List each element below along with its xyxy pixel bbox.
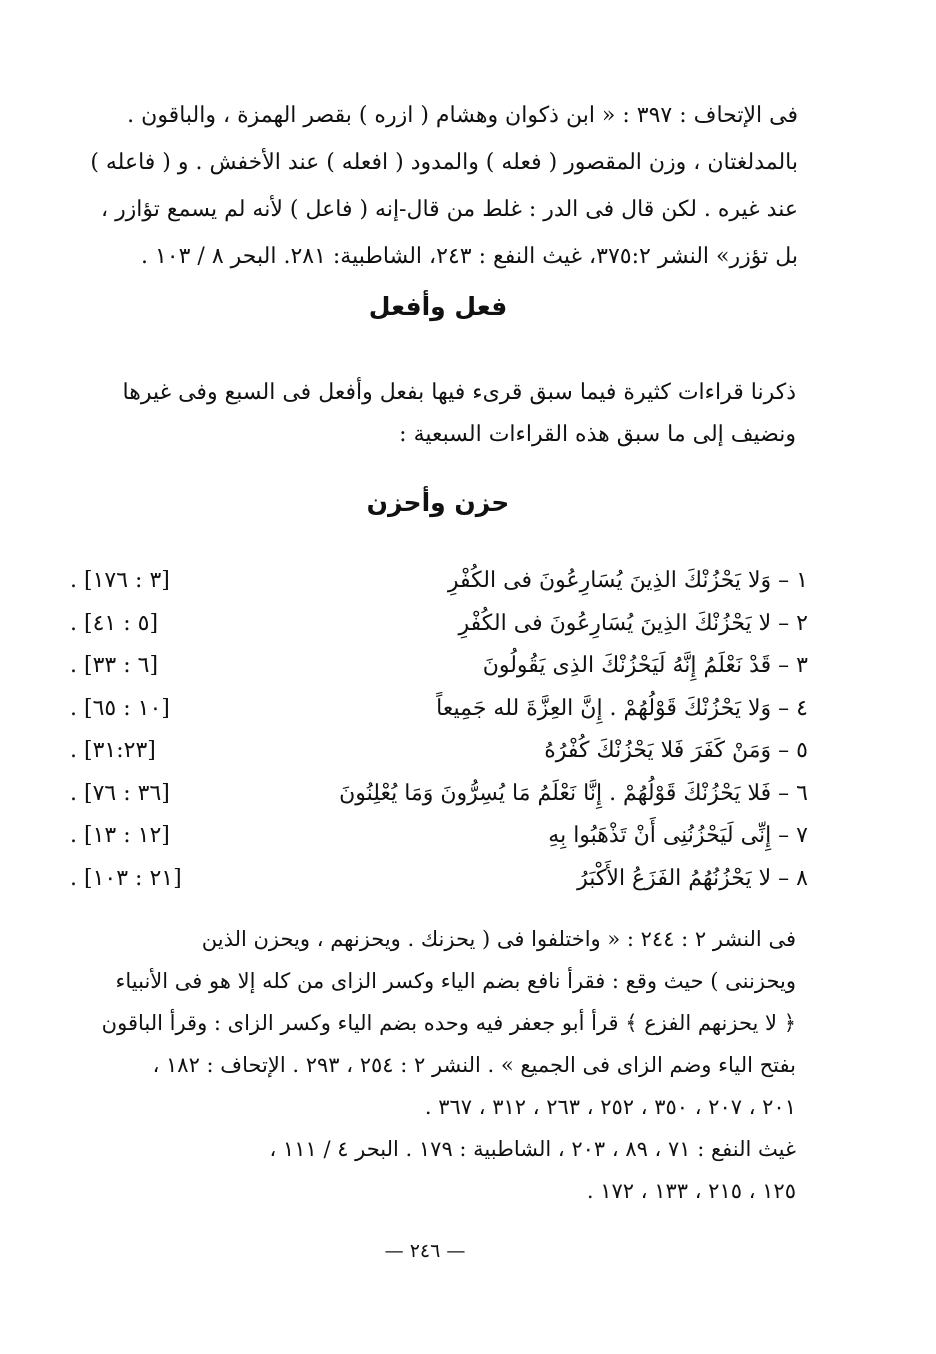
notes-footnote xyxy=(72,918,796,1212)
verse-reference: [٢١ : ١٠٣] . xyxy=(70,865,182,891)
text-line: بل تؤزر» النشر ٣٧٥:٢، غيث النفع : ٢٤٣، الشاطبية: ٢٨١. البحر ٨ / ١٠٣ . xyxy=(140,244,798,269)
verse-text: ٨ – لا يَحْزُنُهُمُ الفَزَعُ الأَكْبَرُ xyxy=(577,865,808,891)
verse-text: ٣ – قَدْ نَعْلَمُ إِنَّهُ لَيَحْزُنْكَ الذِى يَقُولُونَ xyxy=(482,653,808,678)
verse-row xyxy=(70,817,808,860)
verse-row xyxy=(70,690,808,733)
text-line: فى النشر ٢ : ٢٤٤ : « واختلفوا فى ( يحزنك . ويحزنهم ، ويحزن الذين xyxy=(201,927,796,951)
text-line: ٢٠١ ، ٢٠٧ ، ٣٥٠ ، ٢٥٢ ، ٢٦٣ ، ٣١٢ ، ٣٦٧ . xyxy=(424,1095,796,1119)
intro-footnote xyxy=(78,92,798,280)
verse-row xyxy=(70,775,808,818)
verse-text: ٢ – لا يَحْزُنْكَ الذِينَ يُسَارِعُونَ فى الكُفْرِ xyxy=(458,610,808,636)
intro-paragraph xyxy=(78,372,796,456)
section-heading-fa3al: فعل وأفعل xyxy=(368,292,508,321)
verse-reference: [٦ : ٣٣] . xyxy=(70,653,159,678)
text-line: ويحزننى ) حيث وقع : فقرأ نافع بضم الياء وكسر الزاى من كله إلا هو فى الأنبياء xyxy=(115,969,796,993)
verse-row xyxy=(70,732,808,775)
text-line: ذكرنا قراءات كثيرة فيما سبق قرىء فيها بفعل وأفعل فى السبع وفى غيرها xyxy=(122,380,796,405)
text-line: عند غيره . لكن قال فى الدر : غلط من قال-إنه ( فاعل ) لأنه لم يسمع تؤازر ، xyxy=(100,197,798,222)
verse-row xyxy=(70,860,808,903)
verse-text: ٧ – إِنِّى لَيَحْزُنُنِى أَنْ تَذْهَبُوا بِهِ xyxy=(548,823,808,848)
text-line: ١٢٥ ، ٢١٥ ، ١٣٣ ، ١٧٢ . xyxy=(586,1179,796,1203)
verse-list xyxy=(70,562,808,902)
verse-row xyxy=(70,647,808,690)
text-line: ونضيف إلى ما سبق هذه القراءات السبعية : xyxy=(399,422,796,447)
text-line: بفتح الياء وضم الزاى فى الجميع » . النشر ٢ : ٢٥٤ ، ٢٩٣ . الإتحاف : ١٨٢ ، xyxy=(152,1053,796,1077)
verse-reference: [٣٦ : ٧٦] . xyxy=(70,780,170,806)
verse-reference: [١٠ : ٦٥] . xyxy=(70,695,170,721)
page-number: — ٢٤٦ — xyxy=(384,1240,466,1262)
text-line: فى الإتحاف : ٣٩٧ : « ابن ذكوان وهشام ( ازره ) بقصر الهمزة ، والباقون . xyxy=(127,103,798,128)
text-line: ﴿ لا يحزنهم الفزع ﴾ قرأ أبو جعفر فيه وحده بضم الياء وكسر الزاى : وقرأ الباقون xyxy=(101,1011,796,1035)
verse-text: ٥ – وَمَنْ كَفَرَ فَلا يَحْزُنْكَ كُفْرُهُ xyxy=(544,738,808,763)
verse-reference: [١٢ : ١٣] . xyxy=(70,823,170,848)
verse-reference: [٣١:٢٣] . xyxy=(70,738,156,763)
verse-text: ١ – وَلا يَحْزُنْكَ الذِينَ يُسَارِعُونَ فى الكُفْرِ xyxy=(447,568,808,593)
verse-text: ٤ – وَلا يَحْزُنْكَ قَوْلُهُمْ . إِنَّ العِزَّةَ لله جَمِيعاً xyxy=(436,695,808,721)
verse-reference: [٥ : ٤١] . xyxy=(70,610,159,636)
verse-row xyxy=(70,605,808,648)
verse-text: ٦ – فَلا يَحْزُنْكَ قَوْلُهُمْ . إِنَّا نَعْلَمُ مَا يُسِرُّونَ وَمَا يُعْلِنُونَ xyxy=(339,780,808,806)
verse-row xyxy=(70,562,808,605)
text-line: بالمدلغتان ، وزن المقصور ( فعله ) والمدود ( افعله ) عند الأخفش . و ( فاعله ) xyxy=(90,150,798,175)
section-heading-hazan: حزن وأحزن xyxy=(366,488,510,517)
text-line: غيث النفع : ٧١ ، ٨٩ ، ٢٠٣ ، الشاطبية : ١٧٩ . البحر ٤ / ١١١ ، xyxy=(269,1137,796,1161)
verse-reference: [٣ : ١٧٦] . xyxy=(70,568,170,593)
